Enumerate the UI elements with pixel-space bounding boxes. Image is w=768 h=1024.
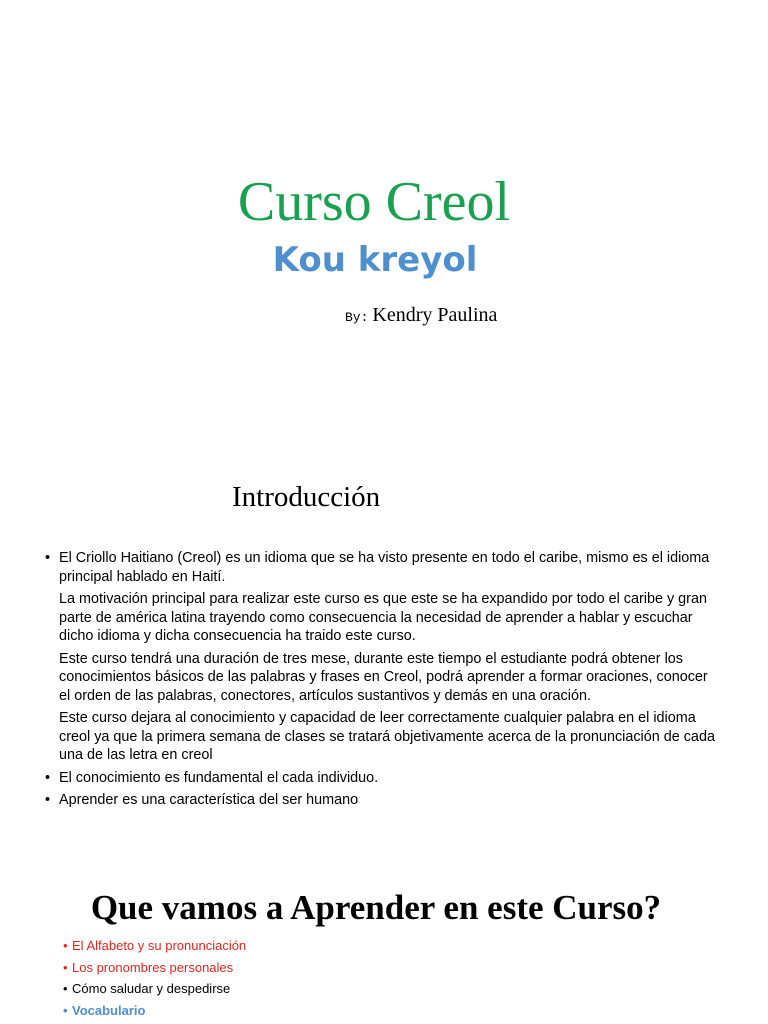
intro-heading: Introducción	[232, 481, 381, 513]
intro-bullet-text: El Criollo Haitiano (Creol) es un idioma que se ha visto presente en todo el caribe, mismo es el idioma principal hablado en Haití.	[59, 550, 710, 585]
slide-title: Curso Creol	[237, 171, 511, 233]
topic-label: Los pronombres personales	[72, 959, 234, 975]
author-byline	[345, 304, 497, 327]
bullet-icon: •	[45, 792, 51, 808]
intro-paragraph-motivation: La motivación principal para realizar este curso es que este se ha expandido por todo el caribe y gran parte de américa latina trayendo como consecuencia la necesidad de aprender a hablar y escuchar dicho idioma y dicha consecuencia ha traido este curso.	[59, 591, 707, 644]
intro-bullet	[45, 791, 721, 810]
by-label: By:	[345, 310, 369, 325]
intro-bullet-text: El conocimiento es fundamental el cada individuo.	[59, 769, 379, 786]
bullet-icon: •	[63, 938, 68, 953]
topic-label: Cómo saludar y despedirse	[72, 981, 231, 996]
learn-heading: Que vamos a Aprender en este Curso?	[90, 888, 662, 927]
bullet-icon: •	[63, 959, 68, 975]
intro-bullet	[45, 769, 721, 788]
intro-bullet-text: Aprender es una característica del ser humano	[59, 792, 359, 808]
topic-item	[63, 1000, 246, 1022]
author-name: Kendry Paulina	[372, 304, 498, 326]
bullet-icon: •	[45, 769, 51, 786]
topic-item	[63, 935, 247, 957]
topic-list	[63, 935, 247, 1021]
topic-label: El Alfabeto y su pronunciación	[72, 938, 247, 953]
bullet-icon: •	[45, 550, 51, 566]
bullet-icon: •	[63, 981, 68, 996]
intro-bullet	[45, 549, 721, 586]
intro-paragraph-duration: Este curso tendrá una duración de tres mese, durante este tiempo el estudiante podrá obtener los conocimientos básicos de las palabras y frases en Creol, podrá aprender a formar oraciones, conocer el orden de las palabras, conectores, artículos sustantivos y demás en una oración.	[59, 650, 708, 704]
topic-item	[63, 978, 246, 1000]
intro-body	[45, 549, 721, 814]
slide-subtitle: Kou kreyol	[272, 240, 478, 280]
topic-item	[63, 957, 246, 979]
bullet-icon: •	[63, 1002, 68, 1018]
topic-label: Vocabulario	[72, 1002, 146, 1018]
intro-paragraph-pronunciation: Este curso dejara al conocimiento y capacidad de leer correctamente cualquier palabra en el idioma creol ya que la primera semana de clases se tratará objetivamente acerca de la pronunciación de cada una de las letra en creol	[59, 710, 715, 763]
